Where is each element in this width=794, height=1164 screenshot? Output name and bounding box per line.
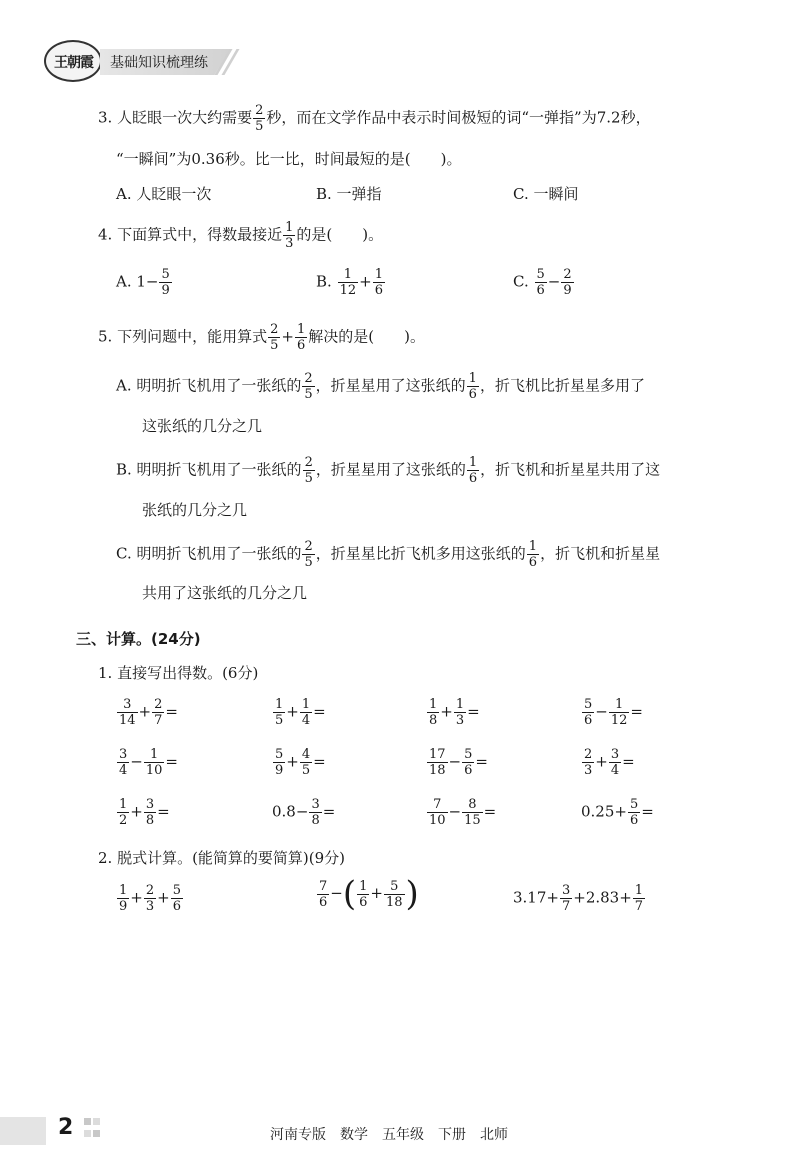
calc1-item: $\frac{1}{5}$ + $\frac{1}{4}$ = (275, 697, 326, 728)
footer-bar (0, 1117, 46, 1145)
calc1-title: 1. 直接写出得数。(6分) (98, 664, 259, 682)
calc2-expr-2: $\frac{7}{6}$ −( $\frac{1}{6}$ + $\frac{5}{18}$ ) (319, 874, 419, 914)
footer-decor (84, 1118, 91, 1125)
q3-line2: “一瞬间”为0.36秒。比一比，时间最短的是( )。 (116, 150, 462, 168)
footer-text: 河南专版 数学 五年级 下册 北师 (270, 1127, 508, 1143)
q4-option-a: A. 1− $\frac{5}{9}$ (116, 267, 170, 298)
footer-decor (93, 1118, 100, 1125)
q4-option-b: B. $\frac{1}{12}$ + $\frac{1}{6}$ (316, 267, 383, 298)
q5-option-a: A. 明明折飞机用了一张纸的 $\frac{2}{5}$ ，折星星用了这张纸的 $\frac{1}{6}$ ，折飞机比折星星多用了 (116, 371, 645, 402)
publisher-logo: 王朝霞 (44, 40, 102, 82)
calc1-item: $\frac{5}{9}$ + $\frac{4}{5}$ = (275, 747, 326, 778)
section-3-title: 三、计算。(24分) (76, 630, 201, 648)
footer-decor (84, 1130, 91, 1137)
calc1-item: $\frac{3}{4}$ − $\frac{1}{10}$ = (119, 747, 178, 778)
q3-line1: 3. 人眨眼一次大约需要 $\frac{2}{5}$ 秒，而在文学作品中表示时间极短的词“一弹指”为7.2秒， (98, 103, 651, 134)
calc1-item: $\frac{2}{3}$ + $\frac{3}{4}$ = (584, 747, 635, 778)
calc1-item: $\frac{3}{14}$ + $\frac{2}{7}$ = (119, 697, 178, 728)
q3-option-c: C. 一瞬间 (513, 185, 579, 203)
calc1-item: $\frac{17}{18}$ − $\frac{5}{6}$ = (429, 747, 488, 778)
calc1-item: $\frac{1}{8}$ + $\frac{1}{3}$ = (429, 697, 480, 728)
calc1-item: $\frac{1}{2}$ + $\frac{3}{8}$ = (119, 797, 170, 828)
calc1-item: $\frac{7}{10}$ − $\frac{8}{15}$ = (429, 797, 497, 828)
q5-line1: 5. 下列问题中，能用算式 $\frac{2}{5}$ + $\frac{1}{6}$ 解决的是( )。 (98, 322, 425, 353)
q4-option-c: C. $\frac{5}{6}$ − $\frac{2}{9}$ (513, 267, 572, 298)
q5-option-b: B. 明明折飞机用了一张纸的 $\frac{2}{5}$ ，折星星用了这张纸的 $\frac{1}{6}$ ，折飞机和折星星共用了这 (116, 455, 661, 486)
calc1-item: 0.8− $\frac{3}{8}$ = (272, 797, 336, 828)
q3-option-a: A. 人眨眼一次 (116, 185, 212, 203)
q5-option-a-line2: 这张纸的几分之几 (142, 417, 263, 435)
q5-option-c: C. 明明折飞机用了一张纸的 $\frac{2}{5}$ ，折星星比折飞机多用这张纸的 $\frac{1}{6}$ ，折飞机和折星星 (116, 539, 661, 570)
header-title: 基础知识梳理练 (110, 55, 208, 71)
q3-option-b: B. 一弹指 (316, 185, 382, 203)
calc2-expr-3: 3.17+ $\frac{3}{7}$ +2.83+ $\frac{1}{7}$ (513, 883, 644, 914)
fraction: $\frac{2}{5}$ (255, 103, 264, 134)
q4-line1: 4. 下面算式中，得数最接近 $\frac{1}{3}$ 的是( )。 (98, 220, 384, 251)
q5-option-b-line2: 张纸的几分之几 (142, 501, 248, 519)
q5-option-c-line2: 共用了这张纸的几分之几 (142, 584, 308, 602)
calc1-item: $\frac{5}{6}$ − $\frac{1}{12}$ = (584, 697, 643, 728)
calc1-item: 0.25+ $\frac{5}{6}$ = (581, 797, 654, 828)
footer-decor (93, 1130, 100, 1137)
calc2-title: 2. 脱式计算。(能简算的要简算)(9分) (98, 849, 346, 867)
fraction: $\frac{1}{3}$ (285, 220, 294, 251)
calc2-expr-1: $\frac{1}{9}$ + $\frac{2}{3}$ + $\frac{5}{6}$ (119, 883, 181, 914)
page-number: 2 (58, 1115, 74, 1140)
